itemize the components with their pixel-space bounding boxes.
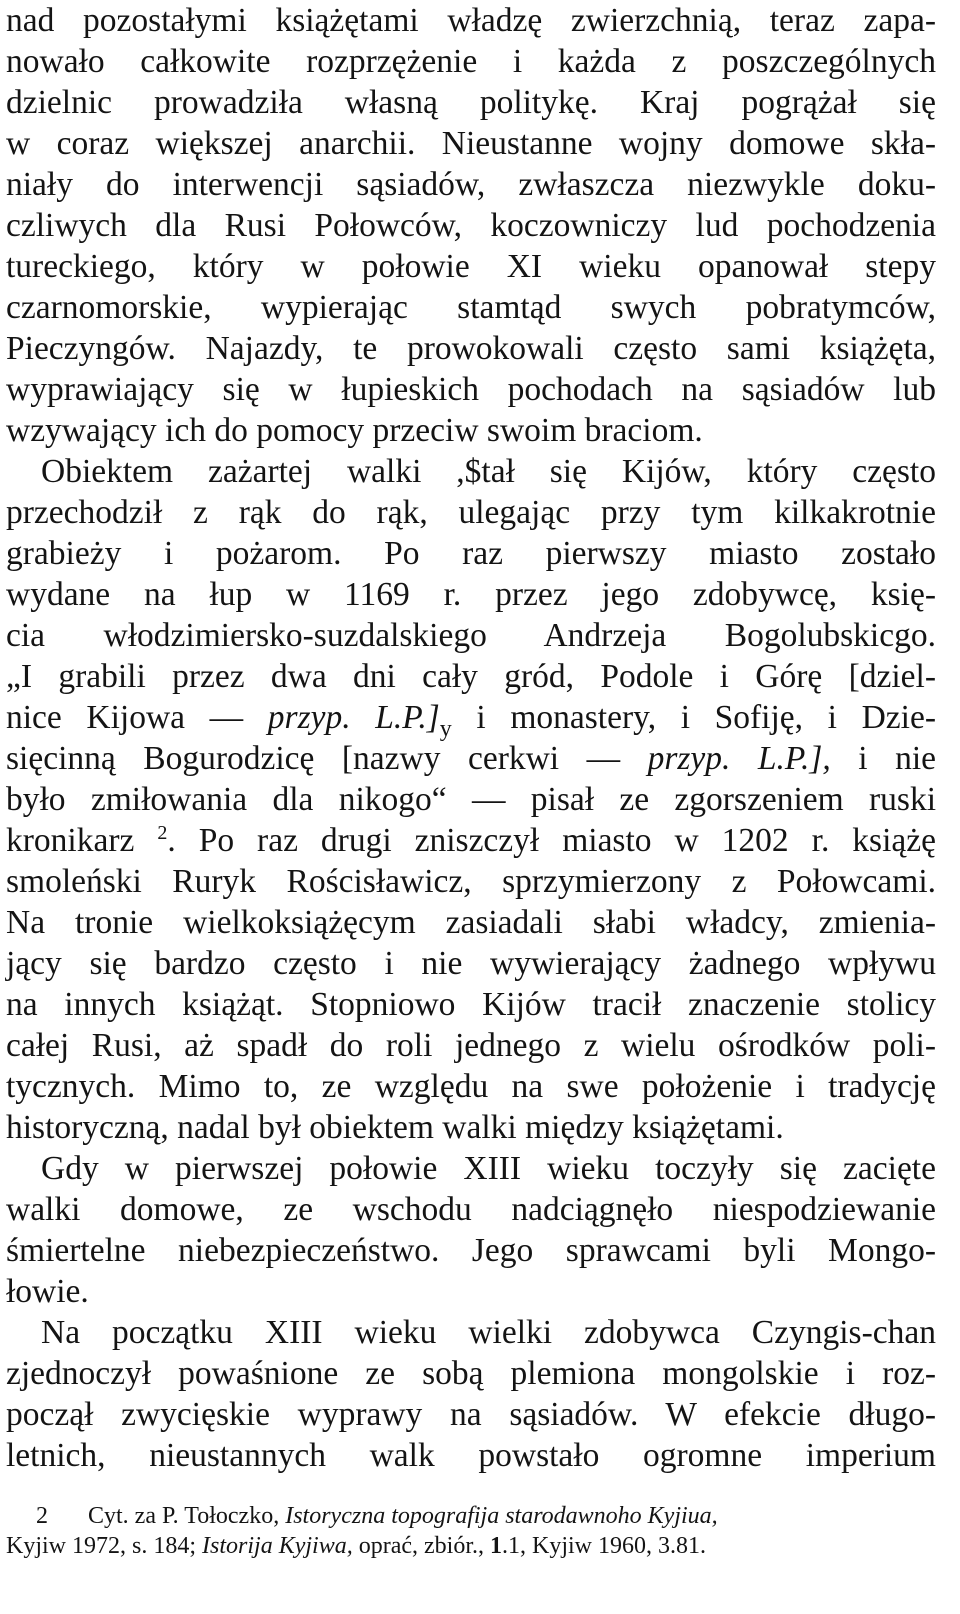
text-line-21	[6, 820, 936, 861]
text-line-20: było zmiłowania dla nikogo“ — pisał ze zgorszeniem ruski	[6, 781, 936, 818]
text-line-5: niały do interwencji sąsiadów, zwłaszcza niezwykle doku-	[6, 166, 936, 203]
footnote-l1-a: Cyt. za P. Tołoczko,	[88, 1503, 286, 1529]
text-line-4: w coraz większej anarchii. Nieustanne wojny domowe skła-	[6, 125, 936, 162]
line-18-part-b: i monastery, i Sofiję, i Dzie-	[451, 699, 936, 736]
text-line-24: jący się bardzo często i nie wywierający żadnego wpływu	[6, 945, 936, 982]
text-line-28: historyczną, nadal był obiektem walki między książętami.	[6, 1109, 784, 1146]
text-line-33: Na początku XIII wieku wielki zdobywca Czyngis-chan	[41, 1314, 936, 1351]
text-line-12: Obiektem zażartej walki ,$tał się Kijów, który często	[41, 453, 936, 490]
line-21-part-b: . Po raz drugi zniszczył miasto w 1202 r. książę	[167, 822, 936, 859]
text-line-26: całej Rusi, aż spadł do roli jednego z wielu ośrodków poli-	[6, 1027, 936, 1064]
text-line-16: cia włodzimiersko-suzdalskiego Andrzeja Bogolubskicgo.	[6, 617, 936, 654]
text-line-8: czarnomorskie, wypierając stamtąd swych pobratymców,	[6, 289, 936, 326]
text-line-27: tycznych. Mimo to, ze względu na swe położenie i tradycję	[6, 1068, 936, 1105]
text-line-25: na innych książąt. Stopniowo Kijów tracił znaczenie stolicy	[6, 986, 936, 1023]
footnote-l2-c: .1, Kyjiw 1960, 3.81.	[502, 1533, 706, 1559]
line-18-italic: przyp. L.P.]	[267, 699, 440, 736]
text-line-23: Na tronie wielkoksiążęcym zasiadali słabi władcy, zmienia-	[6, 904, 936, 941]
text-line-2: nowało całkowite rozprzężenie i każda z poszczególnych	[6, 43, 936, 80]
footnote-line-2	[6, 1531, 936, 1561]
footnote-line-1	[6, 1501, 936, 1531]
footnote-l2-a: Kyjiw 1972, s. 184;	[6, 1533, 203, 1559]
text-line-35: począł zwycięskie wyprawy na sąsiadów. W efekcie długo-	[6, 1396, 936, 1433]
line-19-part-b: i nie	[830, 740, 937, 777]
text-line-7: tureckiego, który w połowie XI wieku opanował stepy	[6, 248, 936, 285]
main-text-block	[6, 0, 936, 1476]
text-line-36: letnich, nieustannych walk powstało ogromne imperium	[6, 1437, 936, 1474]
text-line-13: przechodził z rąk do rąk, ulegając przy tym kilkakrotnie	[6, 494, 936, 531]
text-line-29: Gdy w pierwszej połowie XIII wieku toczyły się zacięte	[41, 1150, 936, 1187]
text-line-17: „I grabili przez dwa dni cały gród, Podole i Górę [dziel-	[6, 658, 936, 695]
footnote-l2-b: oprać, zbiór.,	[352, 1533, 490, 1559]
footnote	[6, 1501, 936, 1561]
footnote-l2-bold: 1	[490, 1533, 502, 1559]
footnote-reference-2[interactable]: 2	[157, 822, 168, 844]
text-line-6: czliwych dla Rusi Połowców, koczowniczy lud pochodzenia	[6, 207, 936, 244]
line-19-part-a: sięcinną Bogurodzicę [nazwy cerkwi —	[6, 740, 648, 777]
footnote-l2-italic: Istorija Kyjiwa,	[202, 1533, 353, 1559]
text-line-3: dzielnic prowadziła własną politykę. Kraj pogrążał się	[6, 84, 936, 121]
text-line-34: zjednoczył powaśnione ze sobą plemiona mongolskie i roz-	[6, 1355, 936, 1392]
text-line-30: walki domowe, ze wschodu nadciągnęło niespodziewanie	[6, 1191, 936, 1228]
text-line-11: wzywający ich do pomocy przeciw swoim braciom.	[6, 412, 703, 449]
text-line-22: smoleński Ruryk Rościsławicz, sprzymierzony z Połowcami.	[6, 863, 936, 900]
text-line-1: nad pozostałymi książętami władzę zwierzchnią, teraz zapa-	[6, 2, 936, 39]
footnote-mark: 2	[36, 1503, 48, 1529]
text-line-31: śmiertelne niebezpieczeństwo. Jego sprawcami byli Mongo-	[6, 1232, 936, 1269]
text-line-9: Pieczyngów. Najazdy, te prowokowali często sami książęta,	[6, 330, 936, 367]
line-19-italic: przyp. L.P.],	[647, 740, 831, 777]
text-line-10: wyprawiający się w łupieskich pochodach na sąsiadów lub	[6, 371, 936, 408]
text-line-15: wydane na łup w 1169 r. przez jego zdobywcę, księ-	[6, 576, 936, 613]
page-body	[6, 0, 936, 1476]
line-21-part-a: kronikarz	[6, 822, 158, 859]
text-line-32: łowie.	[6, 1273, 89, 1310]
text-line-19	[6, 738, 936, 779]
line-18-subscript: y	[439, 716, 452, 742]
paragraph-lines-before	[6, 0, 936, 697]
paragraph-lines-after	[6, 861, 936, 1476]
text-line-18	[6, 697, 936, 742]
footnote-l1-italic: Istoryczna topografija starodawnoho Kyjiua,	[285, 1503, 718, 1529]
text-line-14: grabieży i pożarom. Po raz pierwszy miasto zostało	[6, 535, 936, 572]
line-18-part-a: nice Kijowa —	[6, 699, 268, 736]
